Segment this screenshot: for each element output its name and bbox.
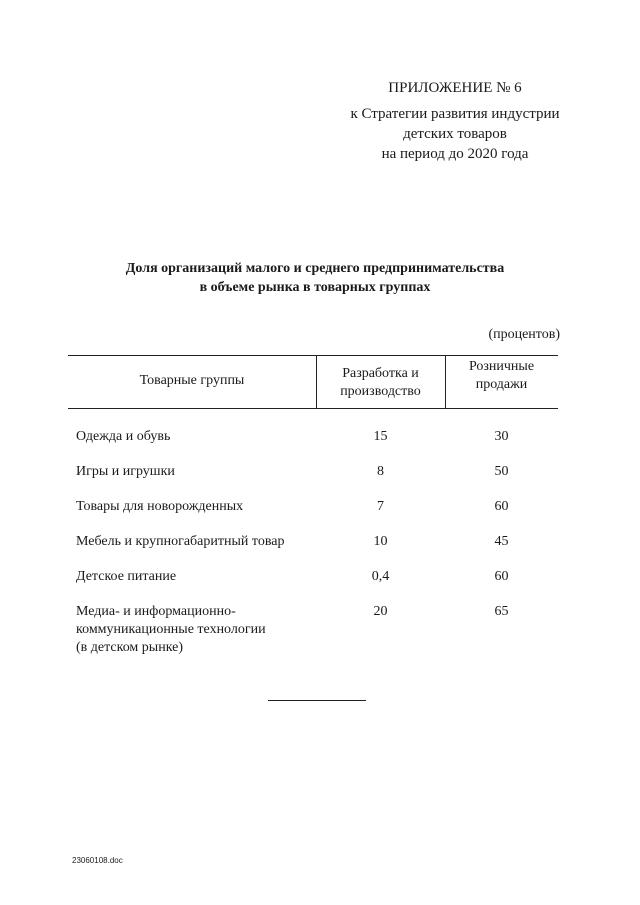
- development-value: 15: [373, 429, 388, 444]
- units-label: (процентов): [488, 327, 560, 342]
- development-value: 10: [373, 534, 388, 549]
- development-value: 0,4: [371, 569, 390, 584]
- product-group-name: Игры и игрушки: [76, 464, 175, 479]
- appendix-title: ПРИЛОЖЕНИЕ № 6: [388, 80, 522, 96]
- appendix-block: [330, 78, 580, 164]
- table-row: [68, 603, 558, 657]
- product-group-name: Мебель и крупногабаритный товар: [76, 534, 285, 549]
- retail-value: 60: [494, 569, 509, 584]
- product-group-name: Медиа- и информационно- коммуникационные технологии (в детском рынке): [76, 604, 266, 655]
- table-row: [68, 568, 558, 586]
- table-top-rule: [68, 355, 558, 356]
- header-product-groups: Товарные группы: [139, 373, 245, 388]
- document-title-line: в объеме рынка в товарных группах: [199, 280, 431, 295]
- development-value: 20: [373, 604, 388, 619]
- header-retail-line: Розничные: [468, 359, 535, 374]
- table-header-rule: [68, 408, 558, 409]
- development-value: 8: [377, 464, 384, 479]
- appendix-line: к Стратегии развития индустрии: [350, 106, 560, 122]
- development-value: 7: [377, 499, 384, 514]
- document-title: [60, 259, 570, 297]
- document-title-line: Доля организаций малого и среднего предпринимательства: [125, 261, 505, 276]
- appendix-line: детских товаров: [403, 126, 507, 142]
- file-name-footer: 23060108.doc: [72, 856, 123, 865]
- end-of-document-rule: [268, 700, 366, 701]
- table-row: [68, 498, 558, 516]
- table-body: [68, 428, 558, 674]
- product-group-name: Детское питание: [76, 569, 177, 584]
- product-group-name: Товары для новорожденных: [76, 499, 244, 514]
- appendix-line: на период до 2020 года: [381, 146, 529, 162]
- retail-value: 60: [494, 499, 509, 514]
- product-group-name: Одежда и обувь: [76, 429, 171, 444]
- table-row: [68, 533, 558, 551]
- header-development: [316, 365, 445, 401]
- header-retail: [445, 358, 558, 394]
- table-row: [68, 463, 558, 481]
- header-development-line: Разработка и: [342, 366, 419, 381]
- retail-value: 50: [494, 464, 509, 479]
- retail-value: 30: [494, 429, 509, 444]
- header-retail-line: продажи: [475, 377, 528, 392]
- retail-value: 45: [494, 534, 509, 549]
- table-row: [68, 428, 558, 446]
- header-development-line: производство: [340, 384, 421, 399]
- retail-value: 65: [494, 604, 509, 619]
